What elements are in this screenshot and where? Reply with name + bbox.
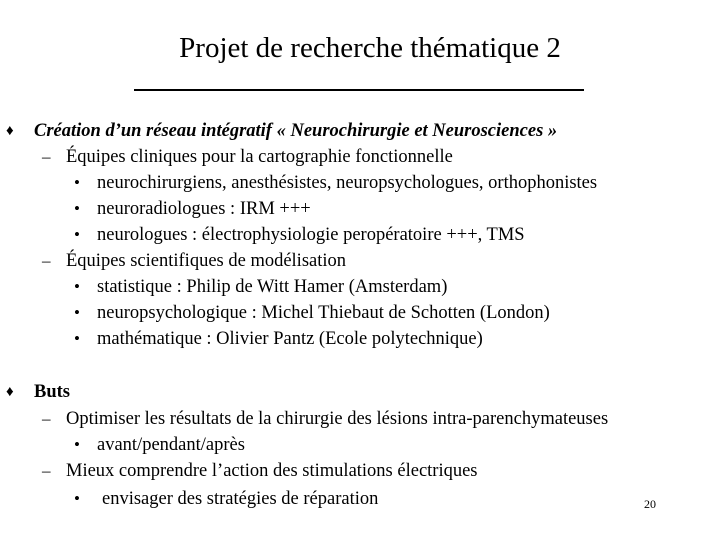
list-item: neurochirurgiens, anesthésistes, neuropsychologues, orthophonistes (97, 173, 598, 193)
dot-bullet-icon: • (74, 329, 80, 348)
list-item: statistique : Philip de Witt Hamer (Amsterdam) (97, 277, 448, 297)
list-item: neuroradiologues : IRM +++ (97, 199, 311, 219)
list-item: neuropsychologique : Michel Thiebaut de Schotten (London) (97, 303, 550, 323)
list-item: avant/pendant/après (97, 435, 245, 455)
list-item: envisager des stratégies de réparation (102, 489, 379, 509)
section-heading-goals: Buts (34, 382, 70, 402)
list-item: neurologues : électrophysiologie peropératoire +++, TMS (97, 225, 525, 245)
dash-bullet-icon: – (42, 461, 51, 480)
group-label-understand: Mieux comprendre l’action des stimulations électriques (66, 461, 478, 481)
dash-bullet-icon: – (42, 251, 51, 270)
dot-bullet-icon: • (74, 199, 80, 218)
dash-bullet-icon: – (42, 409, 51, 428)
dot-bullet-icon: • (74, 277, 80, 296)
dot-bullet-icon: • (74, 435, 80, 454)
group-label-scientific-teams: Équipes scientifiques de modélisation (66, 251, 347, 271)
title-underline (134, 89, 584, 91)
list-item: mathématique : Olivier Pantz (Ecole polytechnique) (97, 329, 483, 349)
diamond-bullet-icon: ♦ (6, 123, 14, 139)
dot-bullet-icon: • (74, 489, 80, 508)
dot-bullet-icon: • (74, 225, 80, 244)
slide-title: Projet de recherche thématique 2 (179, 32, 561, 64)
dot-bullet-icon: • (74, 303, 80, 322)
page-number: 20 (644, 497, 656, 511)
section-heading-network: Création d’un réseau intégratif « Neurochirurgie et Neurosciences » (34, 121, 558, 141)
dash-bullet-icon: – (42, 147, 51, 166)
group-label-optimize: Optimiser les résultats de la chirurgie des lésions intra-parenchymateuses (66, 409, 609, 429)
dot-bullet-icon: • (74, 173, 80, 192)
diamond-bullet-icon: ♦ (6, 384, 14, 400)
group-label-clinical-teams: Équipes cliniques pour la cartographie fonctionnelle (66, 147, 453, 167)
